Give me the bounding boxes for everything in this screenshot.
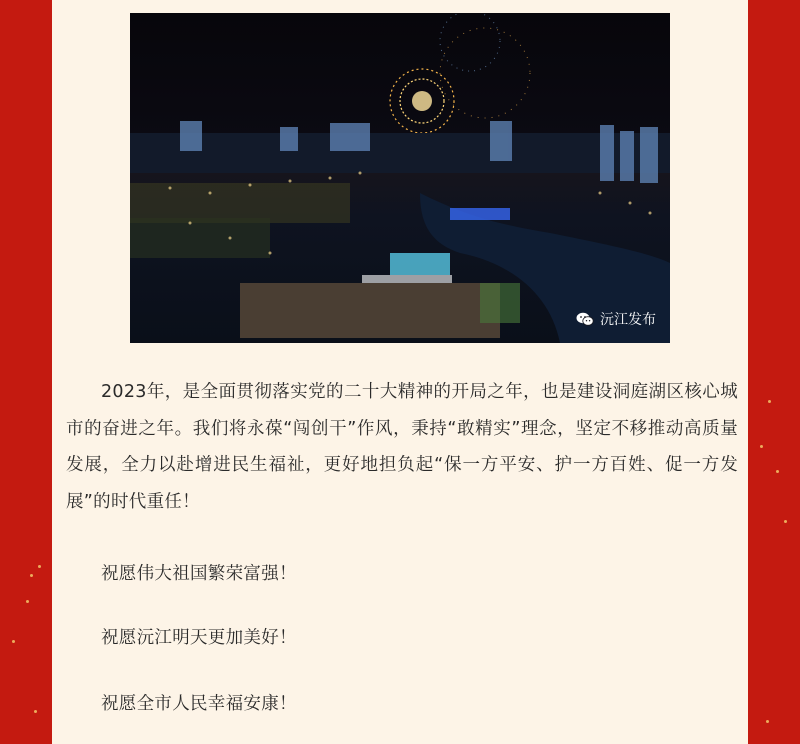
wish-text: 祝愿伟大祖国繁荣富强！: [101, 564, 297, 584]
fireworks-burst: [390, 13, 530, 133]
sparkle-decoration: [766, 720, 769, 723]
sparkle-decoration: [784, 520, 787, 523]
paragraph-text: 2023年，是全面贯彻落实党的二十大精神的开局之年，也是建设洞庭湖区核心城市的奋进之年。我们将永葆“闯创干”作风，秉持“敢精实”理念，坚定不移推动高质量发展，全力以赴增进民生福祉，更好地担负起“保一方平安、护一方百姓、促一方发展”的时代重任！: [66, 382, 738, 512]
wish-line-3: [66, 686, 738, 723]
sparkle-decoration: [26, 600, 29, 603]
wish-line-1: [66, 556, 738, 593]
wish-text: 祝愿沅江明天更加美好！: [101, 628, 297, 648]
sparkle-decoration: [34, 710, 37, 713]
image-watermark: [576, 309, 656, 329]
sparkle-decoration: [38, 565, 41, 568]
article-card: [52, 0, 748, 744]
article-paragraph-main: [66, 374, 738, 520]
right-red-border: [748, 0, 800, 744]
sparkle-decoration: [12, 640, 15, 643]
city-fireworks-photo[interactable]: [130, 13, 670, 343]
wechat-icon: [576, 312, 594, 326]
sparkle-decoration: [768, 400, 771, 403]
left-red-border: [0, 0, 52, 744]
watermark-text: 沅江发布: [600, 312, 656, 328]
wish-text: 祝愿全市人民幸福安康！: [101, 694, 297, 714]
sparkle-decoration: [30, 574, 33, 577]
sparkle-decoration: [776, 470, 779, 473]
wish-line-2: [66, 620, 738, 657]
night-city-illustration: [130, 13, 670, 343]
sparkle-decoration: [760, 445, 763, 448]
